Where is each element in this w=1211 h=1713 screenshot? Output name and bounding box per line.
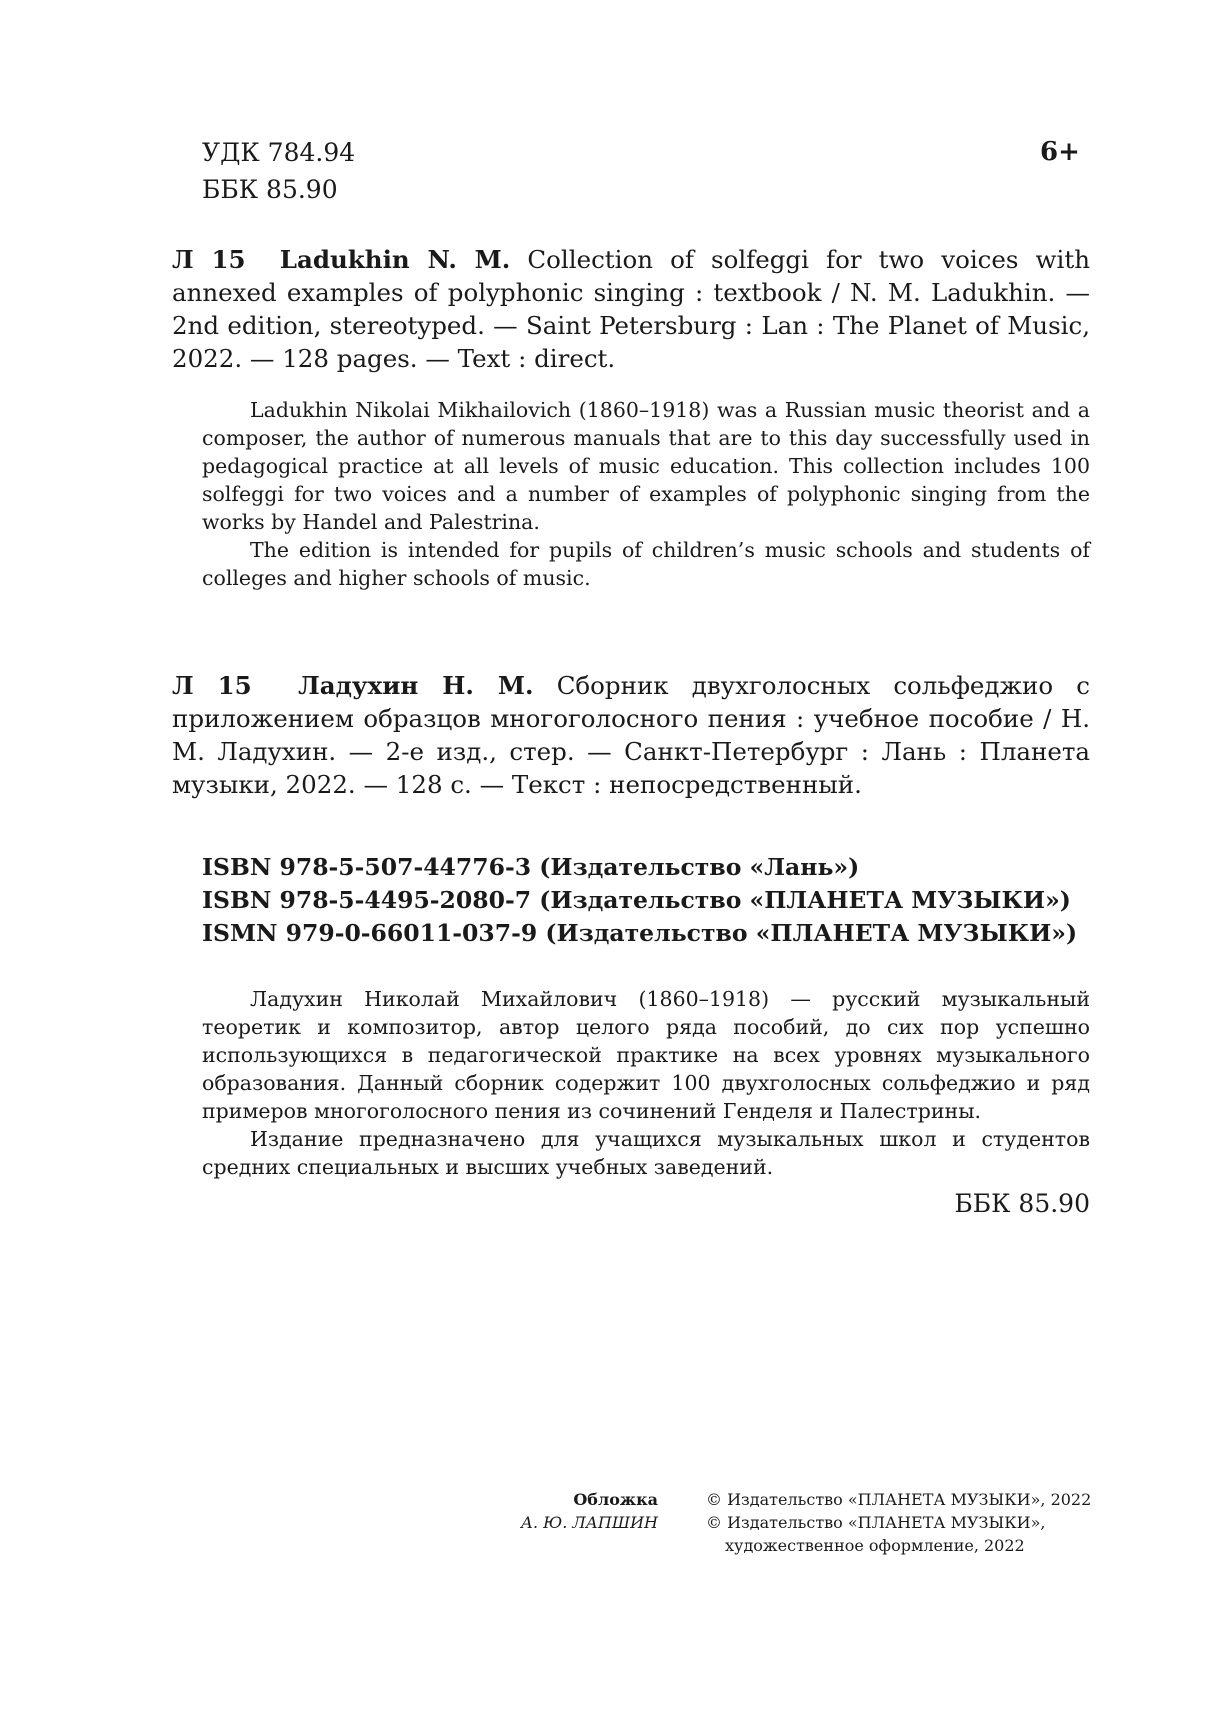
- russian-annotation-paragraph-1: Ладухин Николай Михайлович (1860–1918) — русский музыкальный теоретик и композитор, автор целого ряда пособий, до сих пор успешно использующихся в педагогической практике на всех уровнях музыкального образования. Данный сборник содержит 100 двухголосных сольфеджио и ряд примеров многоголосного пения из сочинений Генделя и Палестрины.: [202, 987, 1090, 1123]
- identifiers-block: [202, 851, 1077, 950]
- copyright-line-2: © Издательство «ПЛАНЕТА МУЗЫКИ»,: [706, 1513, 1046, 1532]
- bbk-code-bottom: ББК 85.90: [954, 1189, 1090, 1218]
- english-bibliographic-entry: [172, 243, 1090, 375]
- isbn-lan: ISBN 978-5-507-44776-3 (Издательство «Лань»): [202, 853, 860, 881]
- russian-entry-author: Ладухин Н. М.: [298, 671, 534, 700]
- english-entry-author: Ladukhin N. M.: [279, 245, 511, 274]
- ismn-planet-of-music: ISMN 979-0-66011-037-9 (Издательство «ПЛАНЕТА МУЗЫКИ»): [202, 919, 1078, 947]
- cover-credit-name: А. Ю. ЛАПШИН: [520, 1513, 658, 1532]
- english-annotation-paragraph-2: The edition is intended for pupils of children’s music schools and students of colleges and higher schools of music.: [202, 538, 1090, 590]
- english-annotation: [202, 396, 1090, 592]
- udk-code: УДК 784.94: [202, 138, 356, 167]
- bbk-code: ББК 85.90: [202, 175, 338, 204]
- isbn-planet-of-music: ISBN 978-5-4495-2080-7 (Издательство «ПЛАНЕТА МУЗЫКИ»): [202, 886, 1071, 914]
- cover-credit-title: Обложка: [573, 1490, 658, 1509]
- russian-entry-code: Л 15: [172, 671, 252, 700]
- age-rating: 6+: [1040, 137, 1080, 167]
- english-entry-code: Л 15: [172, 245, 246, 274]
- classification-codes: [202, 134, 355, 208]
- english-annotation-paragraph-1: Ladukhin Nikolai Mikhailovich (1860–1918) was a Russian music theorist and a composer, the author of numerous manuals that are to this day successfully used in pedagogical practice at all levels of music education. This collection includes 100 solfeggi for two voices and a number of examples of polyphonic singing from the works by Handel and Palestrina.: [202, 398, 1090, 534]
- russian-annotation-paragraph-2: Издание предназначено для учащихся музыкальных школ и студентов средних специальных и высших учебных заведений.: [202, 1127, 1090, 1179]
- cover-credit: [470, 1488, 658, 1534]
- copyright-line-1: © Издательство «ПЛАНЕТА МУЗЫКИ», 2022: [706, 1490, 1092, 1509]
- english-entry-citation: Collection of solfeggi for two voices with annexed examples of polyphonic singing : textbook / N. M. Ladukhin. — 2nd edition, stereotyped. — Saint Petersburg : Lan : The Planet of Music, 2022. — 128 pages. — Text : direct.: [172, 245, 1090, 373]
- russian-bibliographic-entry: [172, 669, 1090, 801]
- copyright-notice: [706, 1488, 1091, 1557]
- copyright-line-3: художественное оформление, 2022: [725, 1536, 1025, 1555]
- russian-entry-citation: Сборник двухголосных сольфеджио с приложением образцов многоголосного пения : учебное пособие / Н. М. Ладухин. — 2-е изд., стер. — Санкт-Петербург : Лань : Планета музыки, 2022. — 128 с. — Текст : непосредственный.: [172, 671, 1090, 799]
- russian-annotation: [202, 985, 1090, 1181]
